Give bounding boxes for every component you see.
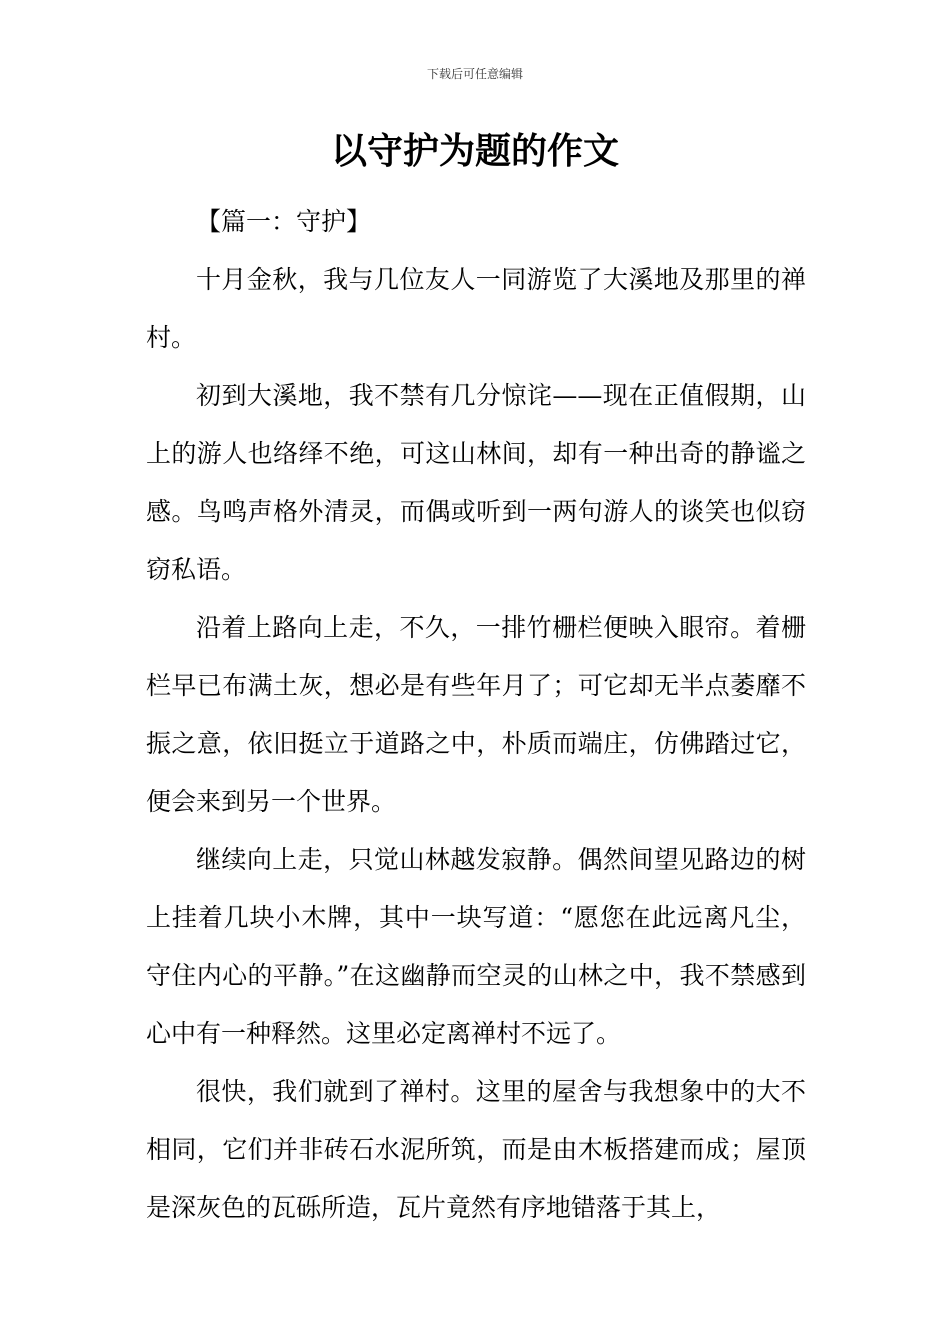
document-title: 以守护为题的作文: [330, 131, 619, 172]
paragraph: 十月金秋，我与几位友人一同游览了大溪地及那里的禅村。: [146, 265, 806, 352]
section-heading: 【篇一：守护】: [196, 207, 372, 236]
document-body: [146, 193, 806, 1237]
paragraph: 很快，我们就到了禅村。这里的屋舍与我想象中的大不相同，它们并非砖石水泥所筑，而是由木板搭建而成；屋顶是深灰色的瓦砾所造，瓦片竟然有序地错落于其上，: [146, 1077, 806, 1222]
paragraph: 继续向上走，只觉山林越发寂静。偶然间望见路边的树上挂着几块小木牌，其中一块写道：“愿您在此远离凡尘，守住内心的平静。”在这幽静而空灵的山林之中，我不禁感到心中有一种释然。这里必定离禅村不远了。: [146, 845, 806, 1048]
paragraph: 沿着上路向上走，不久，一排竹栅栏便映入眼帘。着栅栏早已布满土灰，想必是有些年月了；可它却无半点萎靡不振之意，依旧挺立于道路之中，朴质而端庄，仿佛踏过它，便会来到另一个世界。: [146, 613, 806, 816]
page-header-note: 下载后可任意编辑: [426, 67, 523, 81]
paragraph: 初到大溪地，我不禁有几分惊诧——现在正值假期，山上的游人也络绎不绝，可这山林间，却有一种出奇的静谧之感。鸟鸣声格外清灵，而偶或听到一两句游人的谈笑也似窃窃私语。: [146, 381, 806, 584]
